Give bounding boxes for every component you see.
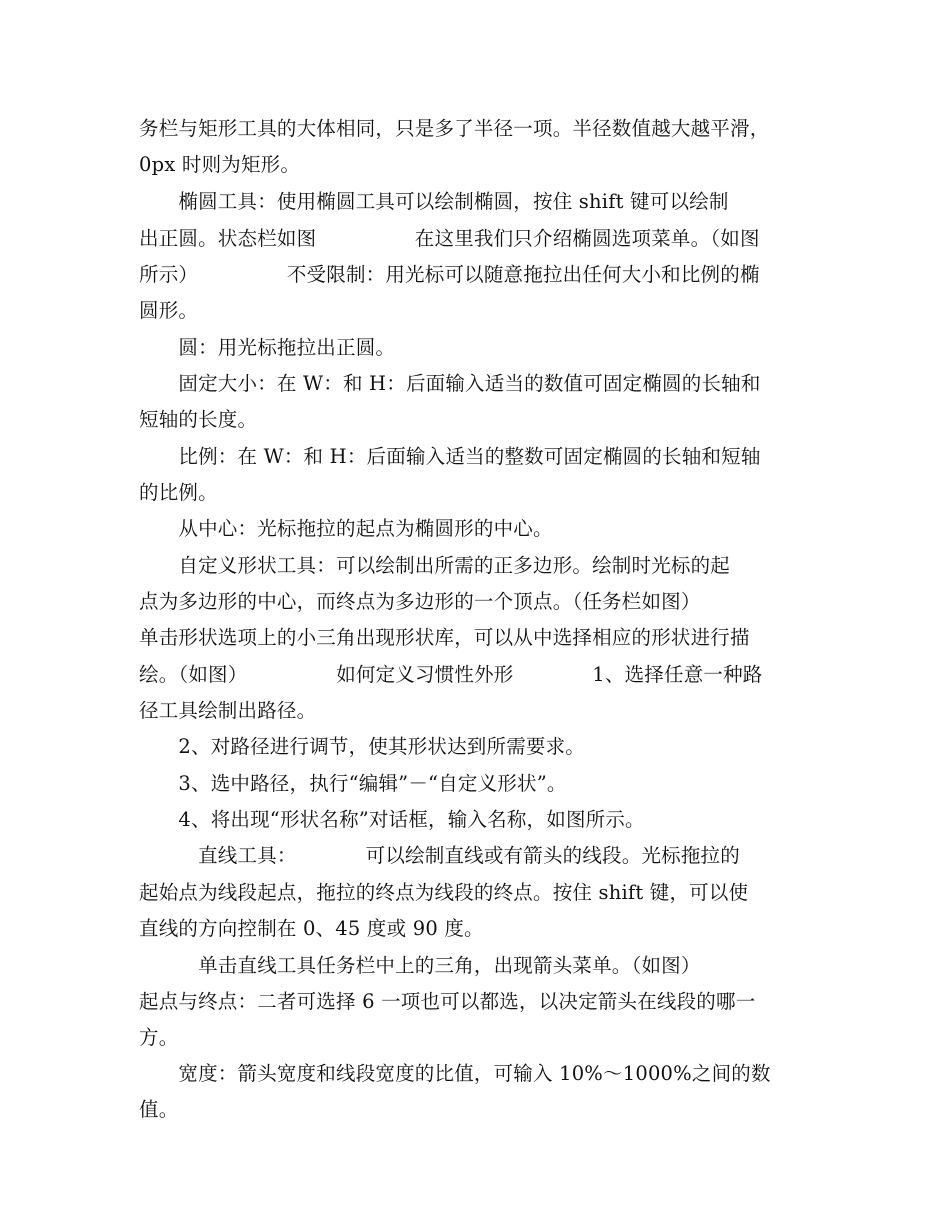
text-line: 务栏与矩形工具的大体相同，只是多了半径一项。半径数值越大越平滑，	[139, 117, 770, 140]
text-line: 的比例。	[139, 481, 218, 504]
text-line: 绘。（如图） 如何定义习惯性外形 1、选择任意一种路	[139, 663, 763, 686]
text-line: 0px 时则为矩形。	[139, 153, 301, 176]
text-line: 起点与终点：二者可选择 6 一项也可以都选，以决定箭头在线段的哪一	[139, 990, 756, 1013]
text-line: 3、选中路径，执行“编辑”－“自定义形状”。	[139, 772, 567, 795]
text-line: 2、对路径进行调节，使其形状达到所需要求。	[139, 735, 586, 758]
text-line: 值。	[139, 1098, 179, 1121]
text-line: 单击形状选项上的小三角出现形状库，可以从中选择相应的形状进行描	[139, 626, 750, 649]
text-line: 径工具绘制出路径。	[139, 699, 317, 722]
text-line: 直线的方向控制在 0、45 度或 90 度。	[139, 917, 484, 940]
text-line: 出正圆。状态栏如图 在这里我们只介绍椭圆选项菜单。（如图	[139, 227, 760, 250]
text-line: 椭圆工具：使用椭圆工具可以绘制椭圆，按住 shift 键可以绘制	[139, 190, 729, 213]
text-line: 自定义形状工具：可以绘制出所需的正多边形。绘制时光标的起	[139, 554, 731, 577]
text-line: 短轴的长度。	[139, 408, 258, 431]
text-line: 直线工具： 可以绘制直线或有箭头的线段。光标拖拉的	[139, 844, 740, 867]
text-line: 比例：在 W：和 H：后面输入适当的整数可固定椭圆的长轴和短轴	[139, 445, 761, 468]
text-line: 方。	[139, 1026, 179, 1049]
text-line: 固定大小：在 W：和 H：后面输入适当的数值可固定椭圆的长轴和	[139, 372, 761, 395]
text-line: 单击直线工具任务栏中上的三角，出现箭头菜单。（如图）	[139, 954, 701, 977]
text-line: 点为多边形的中心，而终点为多边形的一个顶点。（任务栏如图）	[139, 590, 701, 613]
text-line: 从中心：光标拖拉的起点为椭圆形的中心。	[139, 517, 553, 540]
text-line: 4、将出现“形状名称”对话框，输入名称，如图所示。	[139, 808, 645, 831]
text-line: 圆：用光标拖拉出正圆。	[139, 336, 396, 359]
text-line: 宽度：箭头宽度和线段宽度的比值，可输入 10%～1000%之间的数	[139, 1062, 771, 1085]
text-line: 所示） 不受限制：用光标可以随意拖拉出任何大小和比例的椭	[139, 263, 760, 286]
text-line: 圆形。	[139, 299, 199, 322]
text-line: 起始点为线段起点，拖拉的终点为线段的终点。按住 shift 键，可以使	[139, 881, 749, 904]
